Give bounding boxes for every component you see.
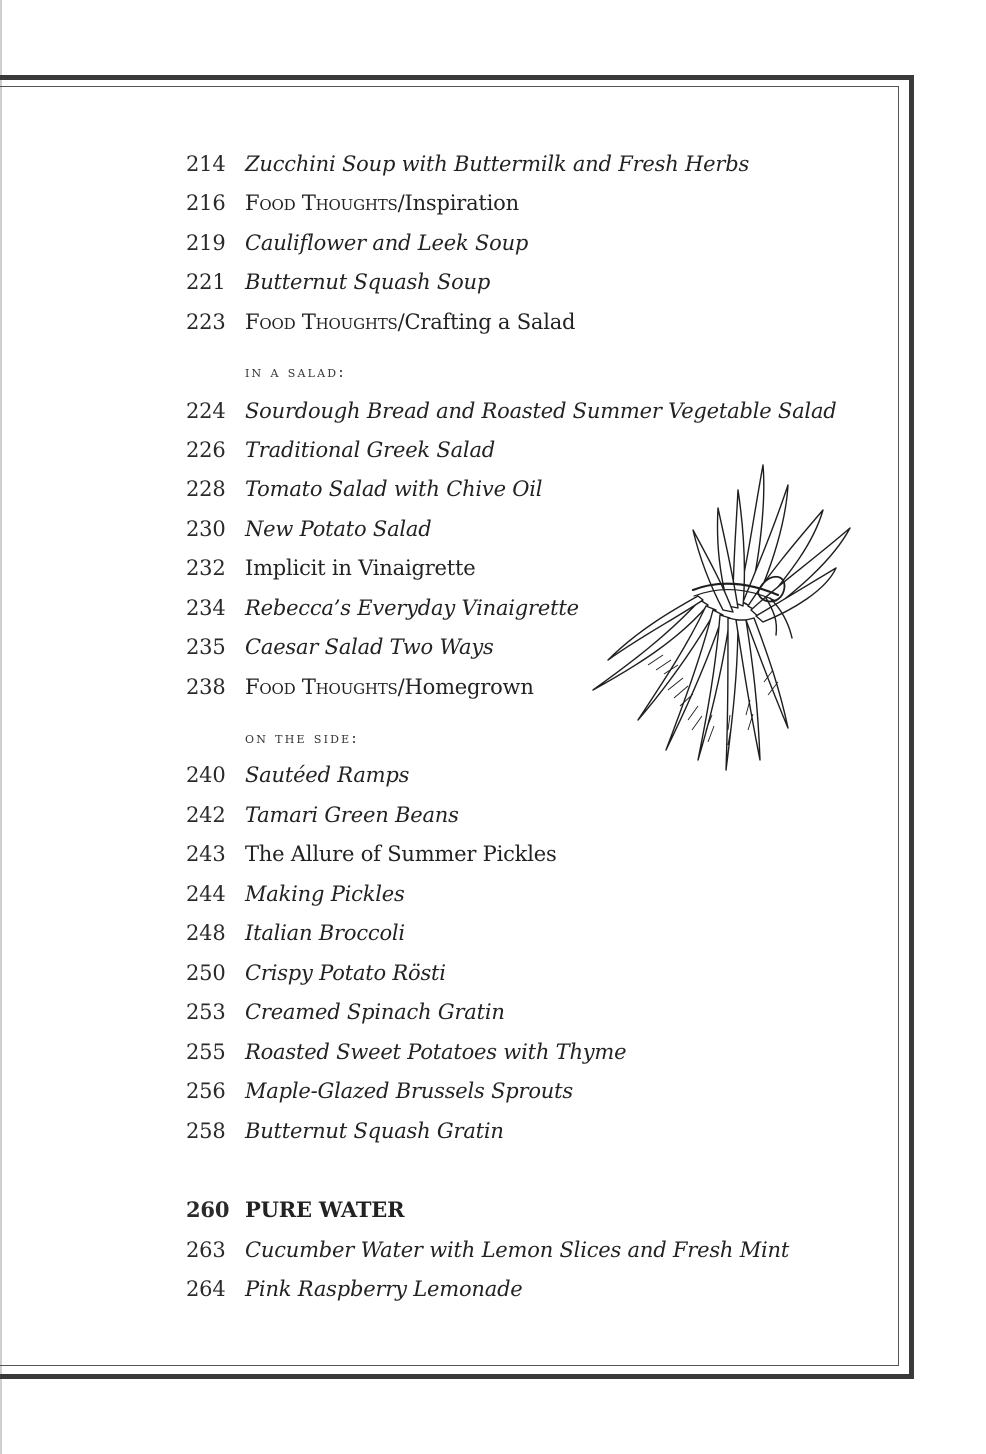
toc-page-number: 234 bbox=[186, 596, 226, 620]
toc-entry[interactable] bbox=[186, 758, 409, 792]
toc-page-number: 235 bbox=[186, 635, 226, 659]
section-heading-on-the-side: on the side: bbox=[245, 729, 359, 747]
toc-page-number: 219 bbox=[186, 231, 226, 255]
toc-title: The Allure of Summer Pickles bbox=[245, 842, 557, 866]
toc-page-number: 250 bbox=[186, 961, 226, 985]
toc-page-number: 216 bbox=[186, 191, 226, 215]
toc-title: Sautéed Ramps bbox=[245, 763, 410, 787]
toc-entry[interactable] bbox=[186, 995, 505, 1029]
toc-page-number: 264 bbox=[186, 1277, 226, 1301]
toc-entry[interactable] bbox=[186, 305, 575, 339]
toc-entry[interactable] bbox=[186, 1114, 504, 1148]
toc-title: Implicit in Vinaigrette bbox=[245, 556, 476, 580]
toc-title-smallcaps: Food Thoughts bbox=[245, 675, 398, 699]
toc-title: Traditional Greek Salad bbox=[245, 438, 496, 462]
toc-chapter-title: PURE WATER bbox=[245, 1197, 405, 1222]
toc-title: Italian Broccoli bbox=[245, 921, 405, 945]
toc-entry[interactable] bbox=[186, 147, 749, 181]
toc-page-number: 214 bbox=[186, 152, 226, 176]
toc-title: Making Pickles bbox=[245, 882, 405, 906]
toc-page-number: 226 bbox=[186, 438, 226, 462]
toc-page-number: 232 bbox=[186, 556, 226, 580]
toc-page-number: 242 bbox=[186, 803, 226, 827]
toc-title: Pink Raspberry Lemonade bbox=[245, 1277, 523, 1301]
toc-page-number: 223 bbox=[186, 310, 226, 334]
toc-entry[interactable] bbox=[186, 591, 579, 625]
toc-chapter-entry[interactable] bbox=[186, 1193, 404, 1227]
toc-title: Roasted Sweet Potatoes with Thyme bbox=[245, 1040, 627, 1064]
toc-title: Zucchini Soup with Buttermilk and Fresh Herbs bbox=[245, 152, 750, 176]
toc-title: Tomato Salad with Chive Oil bbox=[245, 477, 543, 501]
toc-page-number: 258 bbox=[186, 1119, 226, 1143]
toc-title: Tamari Green Beans bbox=[245, 803, 459, 827]
toc-page-number: 224 bbox=[186, 399, 226, 423]
toc-entry[interactable] bbox=[186, 472, 542, 506]
toc-page-number: 253 bbox=[186, 1000, 226, 1024]
toc-entry[interactable] bbox=[186, 1233, 789, 1267]
toc-page-number: 256 bbox=[186, 1079, 226, 1103]
toc-title-smallcaps: Food Thoughts bbox=[245, 310, 398, 334]
toc-entry[interactable] bbox=[186, 956, 446, 990]
toc-title: Creamed Spinach Gratin bbox=[245, 1000, 505, 1024]
toc-title-rest: /Homegrown bbox=[397, 675, 534, 699]
toc-title: Butternut Squash Gratin bbox=[245, 1119, 504, 1143]
toc-entry[interactable] bbox=[186, 226, 528, 260]
toc-title-smallcaps: Food Thoughts bbox=[245, 191, 398, 215]
toc-entry[interactable] bbox=[186, 512, 431, 546]
toc-entry[interactable] bbox=[186, 630, 494, 664]
toc-page-number: 244 bbox=[186, 882, 226, 906]
toc-page-number: 240 bbox=[186, 763, 226, 787]
toc-entry[interactable] bbox=[186, 877, 405, 911]
section-heading-in-a-salad: in a salad: bbox=[245, 363, 346, 381]
toc-title: Cauliflower and Leek Soup bbox=[245, 231, 529, 255]
toc-entry[interactable] bbox=[186, 670, 534, 704]
toc-title: Rebecca’s Everyday Vinaigrette bbox=[245, 596, 579, 620]
toc-page-number: 221 bbox=[186, 270, 226, 294]
toc-entry[interactable] bbox=[186, 265, 490, 299]
toc-entry[interactable] bbox=[186, 1074, 573, 1108]
toc-title-rest: /Inspiration bbox=[397, 191, 519, 215]
green-beans-bundle-icon bbox=[588, 460, 858, 790]
toc-entry[interactable] bbox=[186, 433, 495, 467]
toc-title: Maple-Glazed Brussels Sprouts bbox=[245, 1079, 573, 1103]
toc-title: Caesar Salad Two Ways bbox=[245, 635, 494, 659]
toc-entry[interactable] bbox=[186, 1035, 626, 1069]
toc-page-number: 248 bbox=[186, 921, 226, 945]
toc-page-number: 260 bbox=[186, 1197, 230, 1222]
toc-entry[interactable] bbox=[186, 186, 519, 220]
toc-entry[interactable] bbox=[186, 798, 459, 832]
toc-page-number: 238 bbox=[186, 675, 226, 699]
toc-entry[interactable] bbox=[186, 837, 557, 871]
toc-page-number: 243 bbox=[186, 842, 226, 866]
toc-entry[interactable] bbox=[186, 1272, 523, 1306]
toc-page-number: 255 bbox=[186, 1040, 226, 1064]
toc-title: New Potato Salad bbox=[245, 517, 432, 541]
toc-page-number: 263 bbox=[186, 1238, 226, 1262]
toc-title: Butternut Squash Soup bbox=[245, 270, 491, 294]
toc-page-number: 228 bbox=[186, 477, 226, 501]
toc-page-number: 230 bbox=[186, 517, 226, 541]
toc-title: Sourdough Bread and Roasted Summer Vegetable Salad bbox=[245, 399, 837, 423]
toc-entry[interactable] bbox=[186, 394, 837, 428]
toc-title: Crispy Potato Rösti bbox=[245, 961, 446, 985]
toc-entry[interactable] bbox=[186, 916, 405, 950]
toc-title-rest: /Crafting a Salad bbox=[397, 310, 576, 334]
toc-entry[interactable] bbox=[186, 551, 475, 585]
toc-title: Cucumber Water with Lemon Slices and Fresh Mint bbox=[245, 1238, 790, 1262]
